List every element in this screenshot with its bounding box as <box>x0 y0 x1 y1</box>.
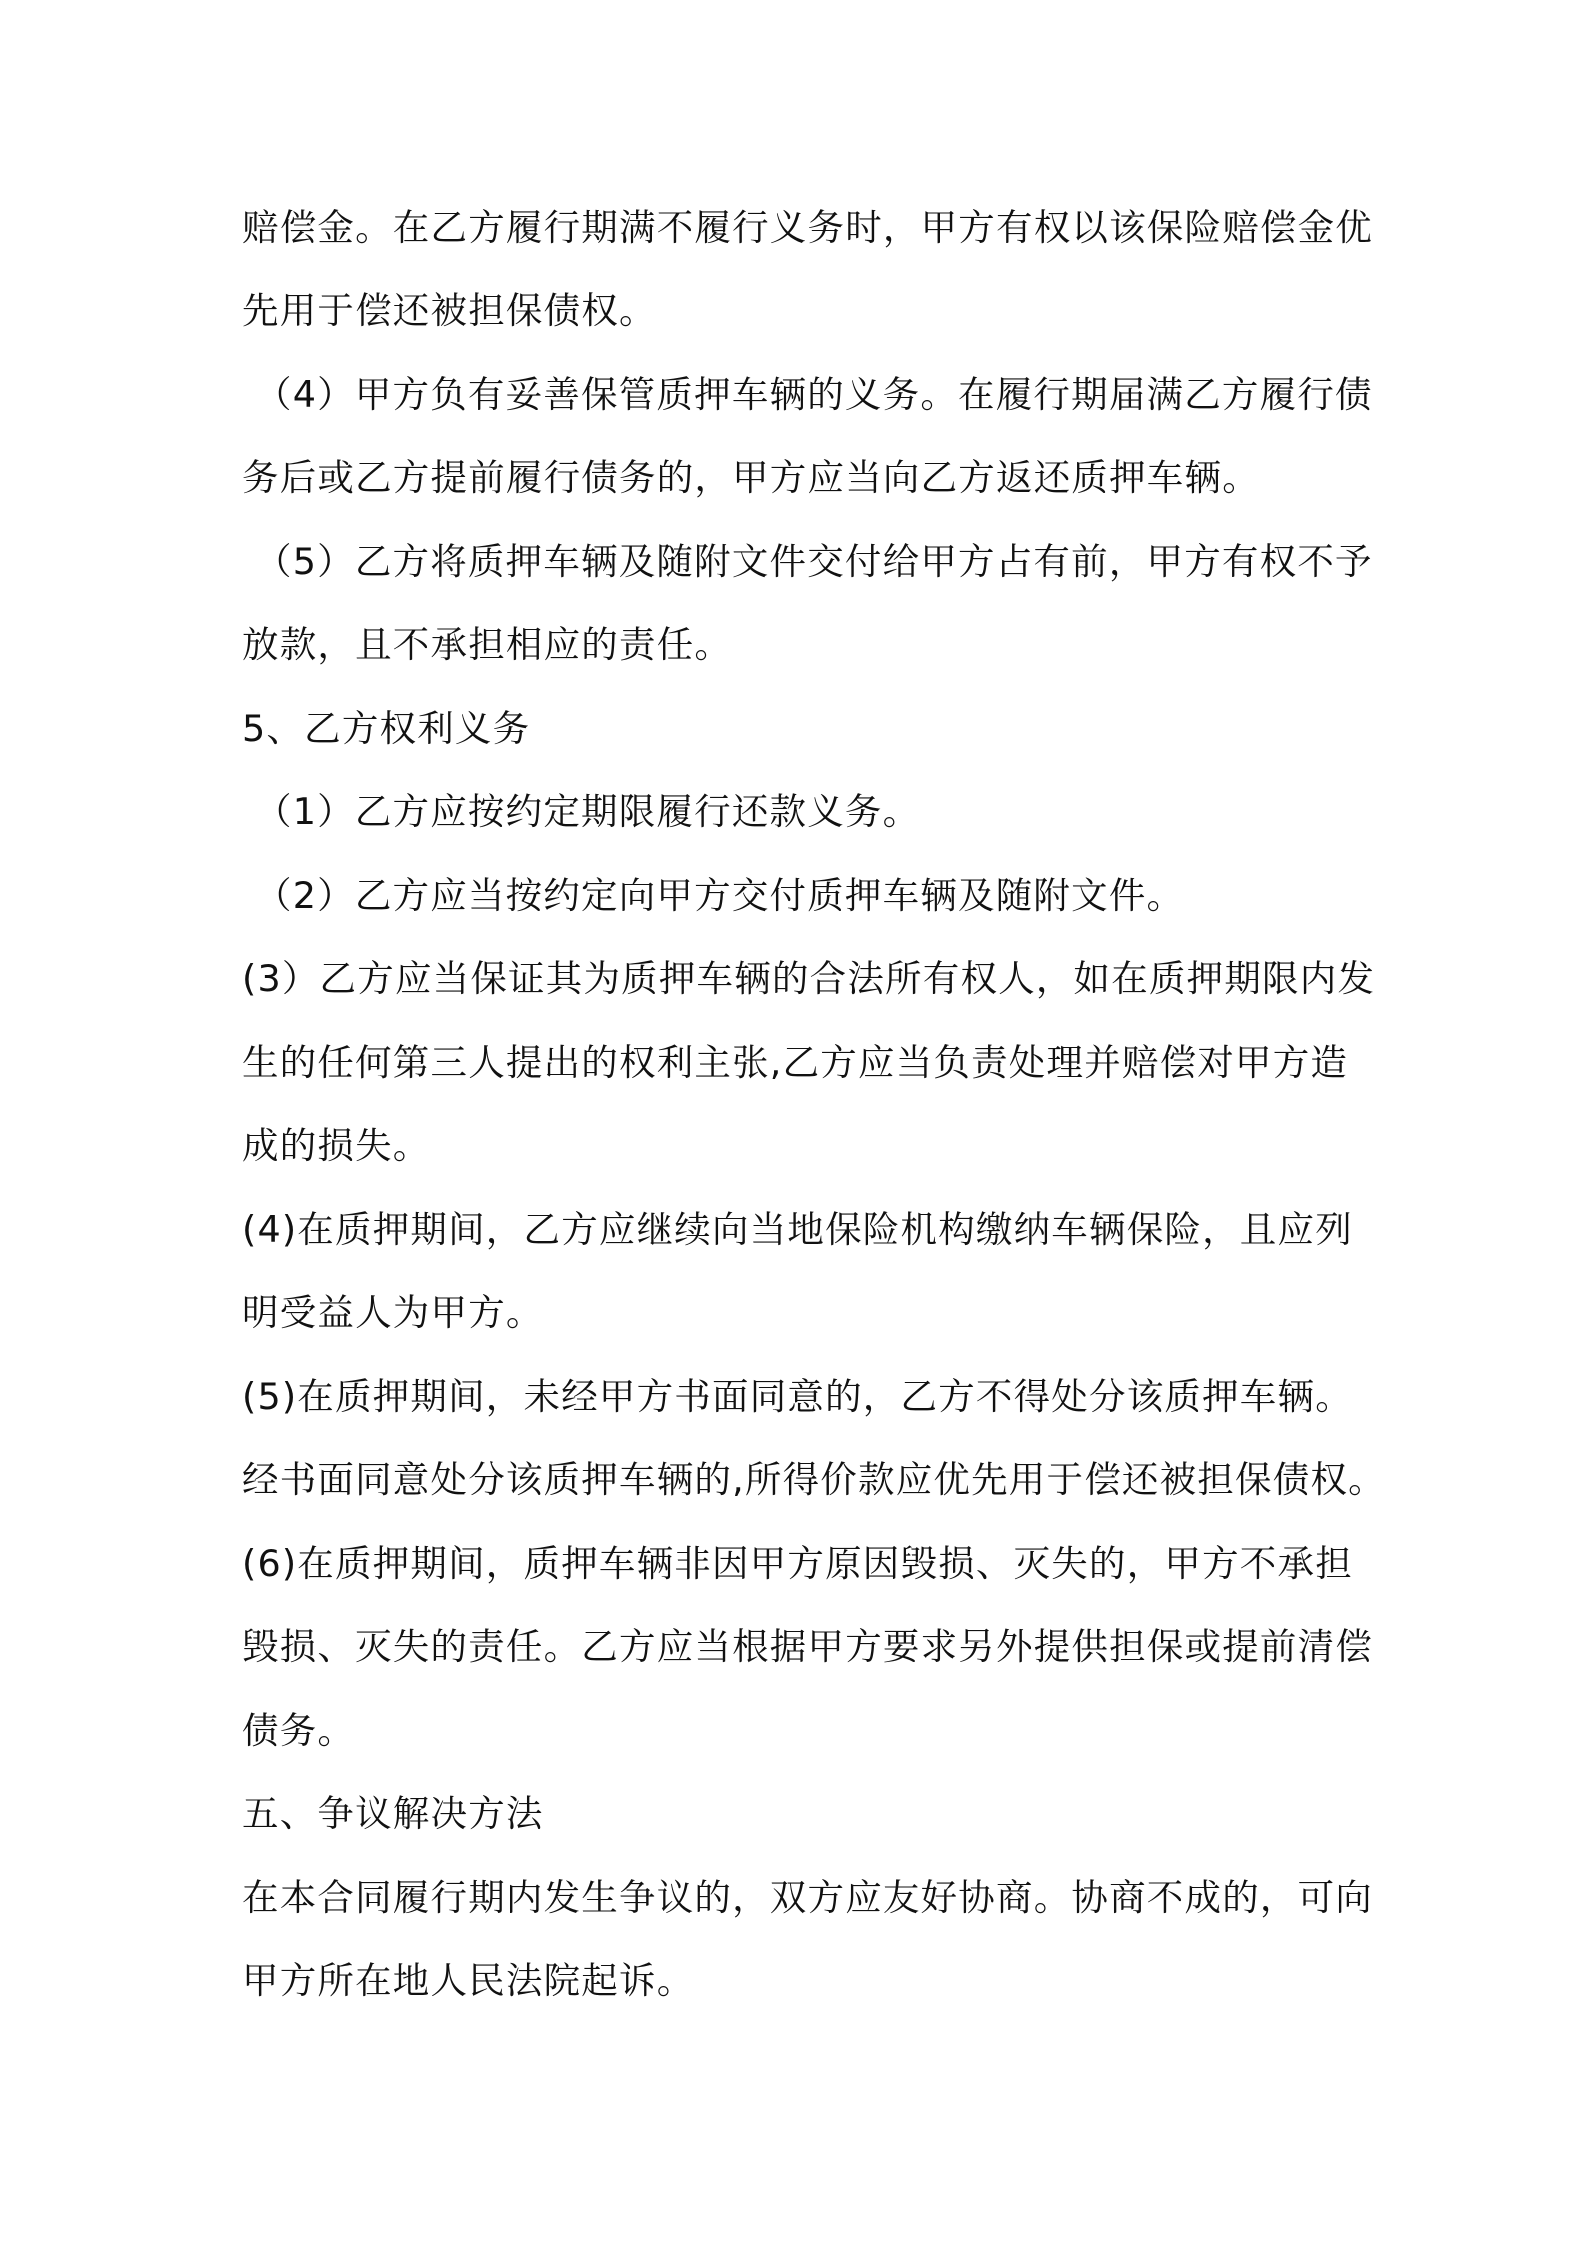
text-line-12: 成的损失。 <box>242 1124 431 1167</box>
text-line-22: 甲方所在地人民法院起诉。 <box>242 1959 695 2002</box>
text-line-21: 在本合同履行期内发生争议的，双方应友好协商。协商不成的，可向 <box>242 1876 1373 1919</box>
text-line-3: （4）甲方负有妥善保管质押车辆的义务。在履行期届满乙方履行债 <box>255 373 1373 416</box>
text-line-2: 先用于偿还被担保债权。 <box>242 289 657 332</box>
text-line-10: (3）乙方应当保证其为质押车辆的合法所有权人，如在质押期限内发 <box>242 957 1376 1000</box>
section-heading-dispute: 五、争议解决方法 <box>242 1792 544 1835</box>
text-line-4: 务后或乙方提前履行债务的，甲方应当向乙方返还质押车辆。 <box>242 456 1260 499</box>
text-line-16: 经书面同意处分该质押车辆的,所得价款应优先用于偿还被担保债权。 <box>242 1458 1386 1501</box>
text-line-1: 赔偿金。在乙方履行期满不履行义务时，甲方有权以该保险赔偿金优 <box>242 206 1373 249</box>
text-line-8: （1）乙方应按约定期限履行还款义务。 <box>255 790 921 833</box>
text-line-18: 毁损、灭失的责任。乙方应当根据甲方要求另外提供担保或提前清偿 <box>242 1625 1373 1668</box>
text-line-5: （5）乙方将质押车辆及随附文件交付给甲方占有前，甲方有权不予 <box>255 540 1373 583</box>
section-heading-rights: 5、乙方权利义务 <box>242 707 531 750</box>
text-line-19: 债务。 <box>242 1709 356 1752</box>
text-line-6: 放款，且不承担相应的责任。 <box>242 623 733 666</box>
text-line-13: (4)在质押期间，乙方应继续向当地保险机构缴纳车辆保险，且应列 <box>242 1208 1353 1251</box>
text-line-15: (5)在质押期间，未经甲方书面同意的，乙方不得处分该质押车辆。 <box>242 1375 1353 1418</box>
text-line-14: 明受益人为甲方。 <box>242 1291 544 1334</box>
text-line-9: （2）乙方应当按约定向甲方交付质押车辆及随附文件。 <box>255 874 1185 917</box>
text-line-17: (6)在质押期间，质押车辆非因甲方原因毁损、灭失的，甲方不承担 <box>242 1542 1353 1585</box>
text-line-11: 生的任何第三人提出的权利主张,乙方应当负责处理并赔偿对甲方造 <box>242 1041 1349 1084</box>
